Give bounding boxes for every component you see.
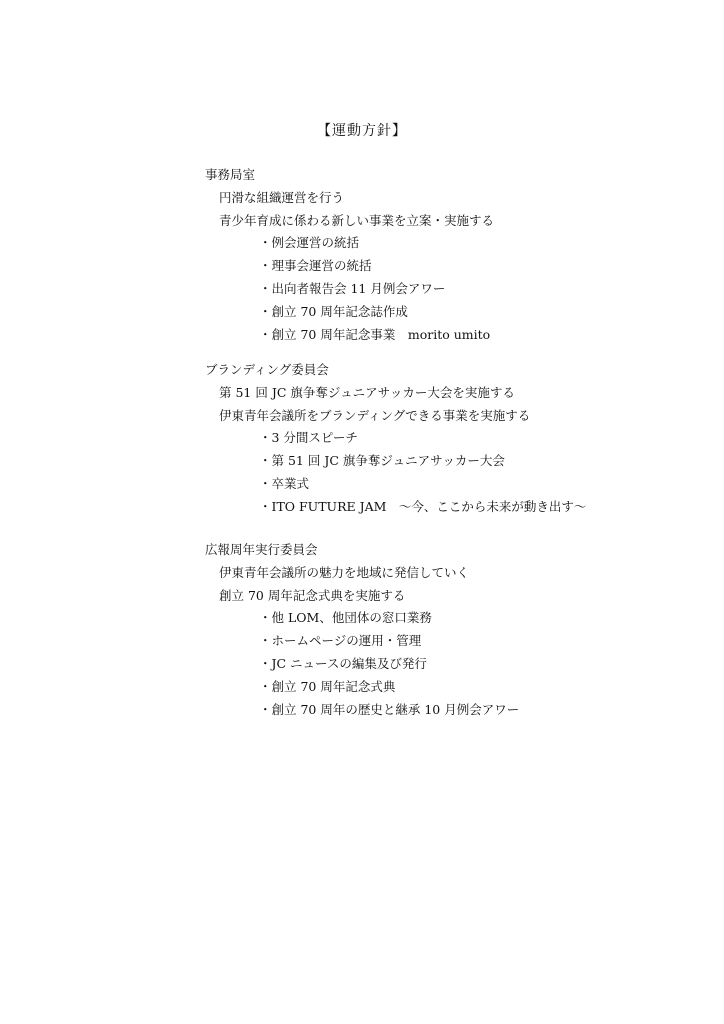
bullet-item: ・3 分間スピーチ xyxy=(259,430,358,446)
section-sub-line: 創立 70 周年記念式典を実施する xyxy=(219,587,406,603)
section-heading: ブランディング委員会 xyxy=(205,362,329,377)
bullet-item: ・創立 70 周年の歴史と継承 10 月例会アワー xyxy=(259,701,520,717)
page-title: 【運動方針】 xyxy=(317,123,407,139)
bullet-item: ・他 LOM、他団体の窓口業務 xyxy=(259,610,432,626)
bullet-item: ・ホームページの運用・管理 xyxy=(259,633,422,649)
section-sub-line: 伊東青年会議所の魅力を地域に発信していく xyxy=(219,564,470,580)
bullet-item: ・ITO FUTURE JAM ～今、ここから未来が動き出す～ xyxy=(259,498,587,514)
bullet-item: ・第 51 回 JC 旗争奪ジュニアサッカー大会 xyxy=(259,453,505,469)
bullet-item: ・創立 70 周年記念式典 xyxy=(259,678,396,694)
section-sub-line: 伊東青年会議所をブランディングできる事業を実施する xyxy=(219,407,531,423)
section-sub-line: 青少年育成に係わる新しい事業を立案・実施する xyxy=(219,212,495,228)
section-koho-shunen xyxy=(205,539,675,721)
bullet-item: ・創立 70 周年記念誌作成 xyxy=(259,303,408,319)
section-heading: 広報周年実行委員会 xyxy=(205,542,318,557)
section-heading: 事務局室 xyxy=(205,167,256,182)
section-sub-line: 第 51 回 JC 旗争奪ジュニアサッカー大会を実施する xyxy=(219,384,515,400)
bullet-item: ・卒業式 xyxy=(259,475,310,491)
bullet-item: ・創立 70 周年記念事業 morito umito xyxy=(259,326,491,342)
section-jimukyoku xyxy=(205,164,675,346)
bullet-item: ・理事会運営の統括 xyxy=(259,258,372,274)
bullet-item: ・JC ニュースの編集及び発行 xyxy=(259,655,427,671)
bullet-item: ・出向者報告会 11 月例会アワー xyxy=(259,280,446,296)
section-branding xyxy=(205,359,675,519)
bullet-item: ・例会運営の統括 xyxy=(259,235,360,251)
section-sub-line: 円滑な組織運営を行う xyxy=(219,189,345,205)
